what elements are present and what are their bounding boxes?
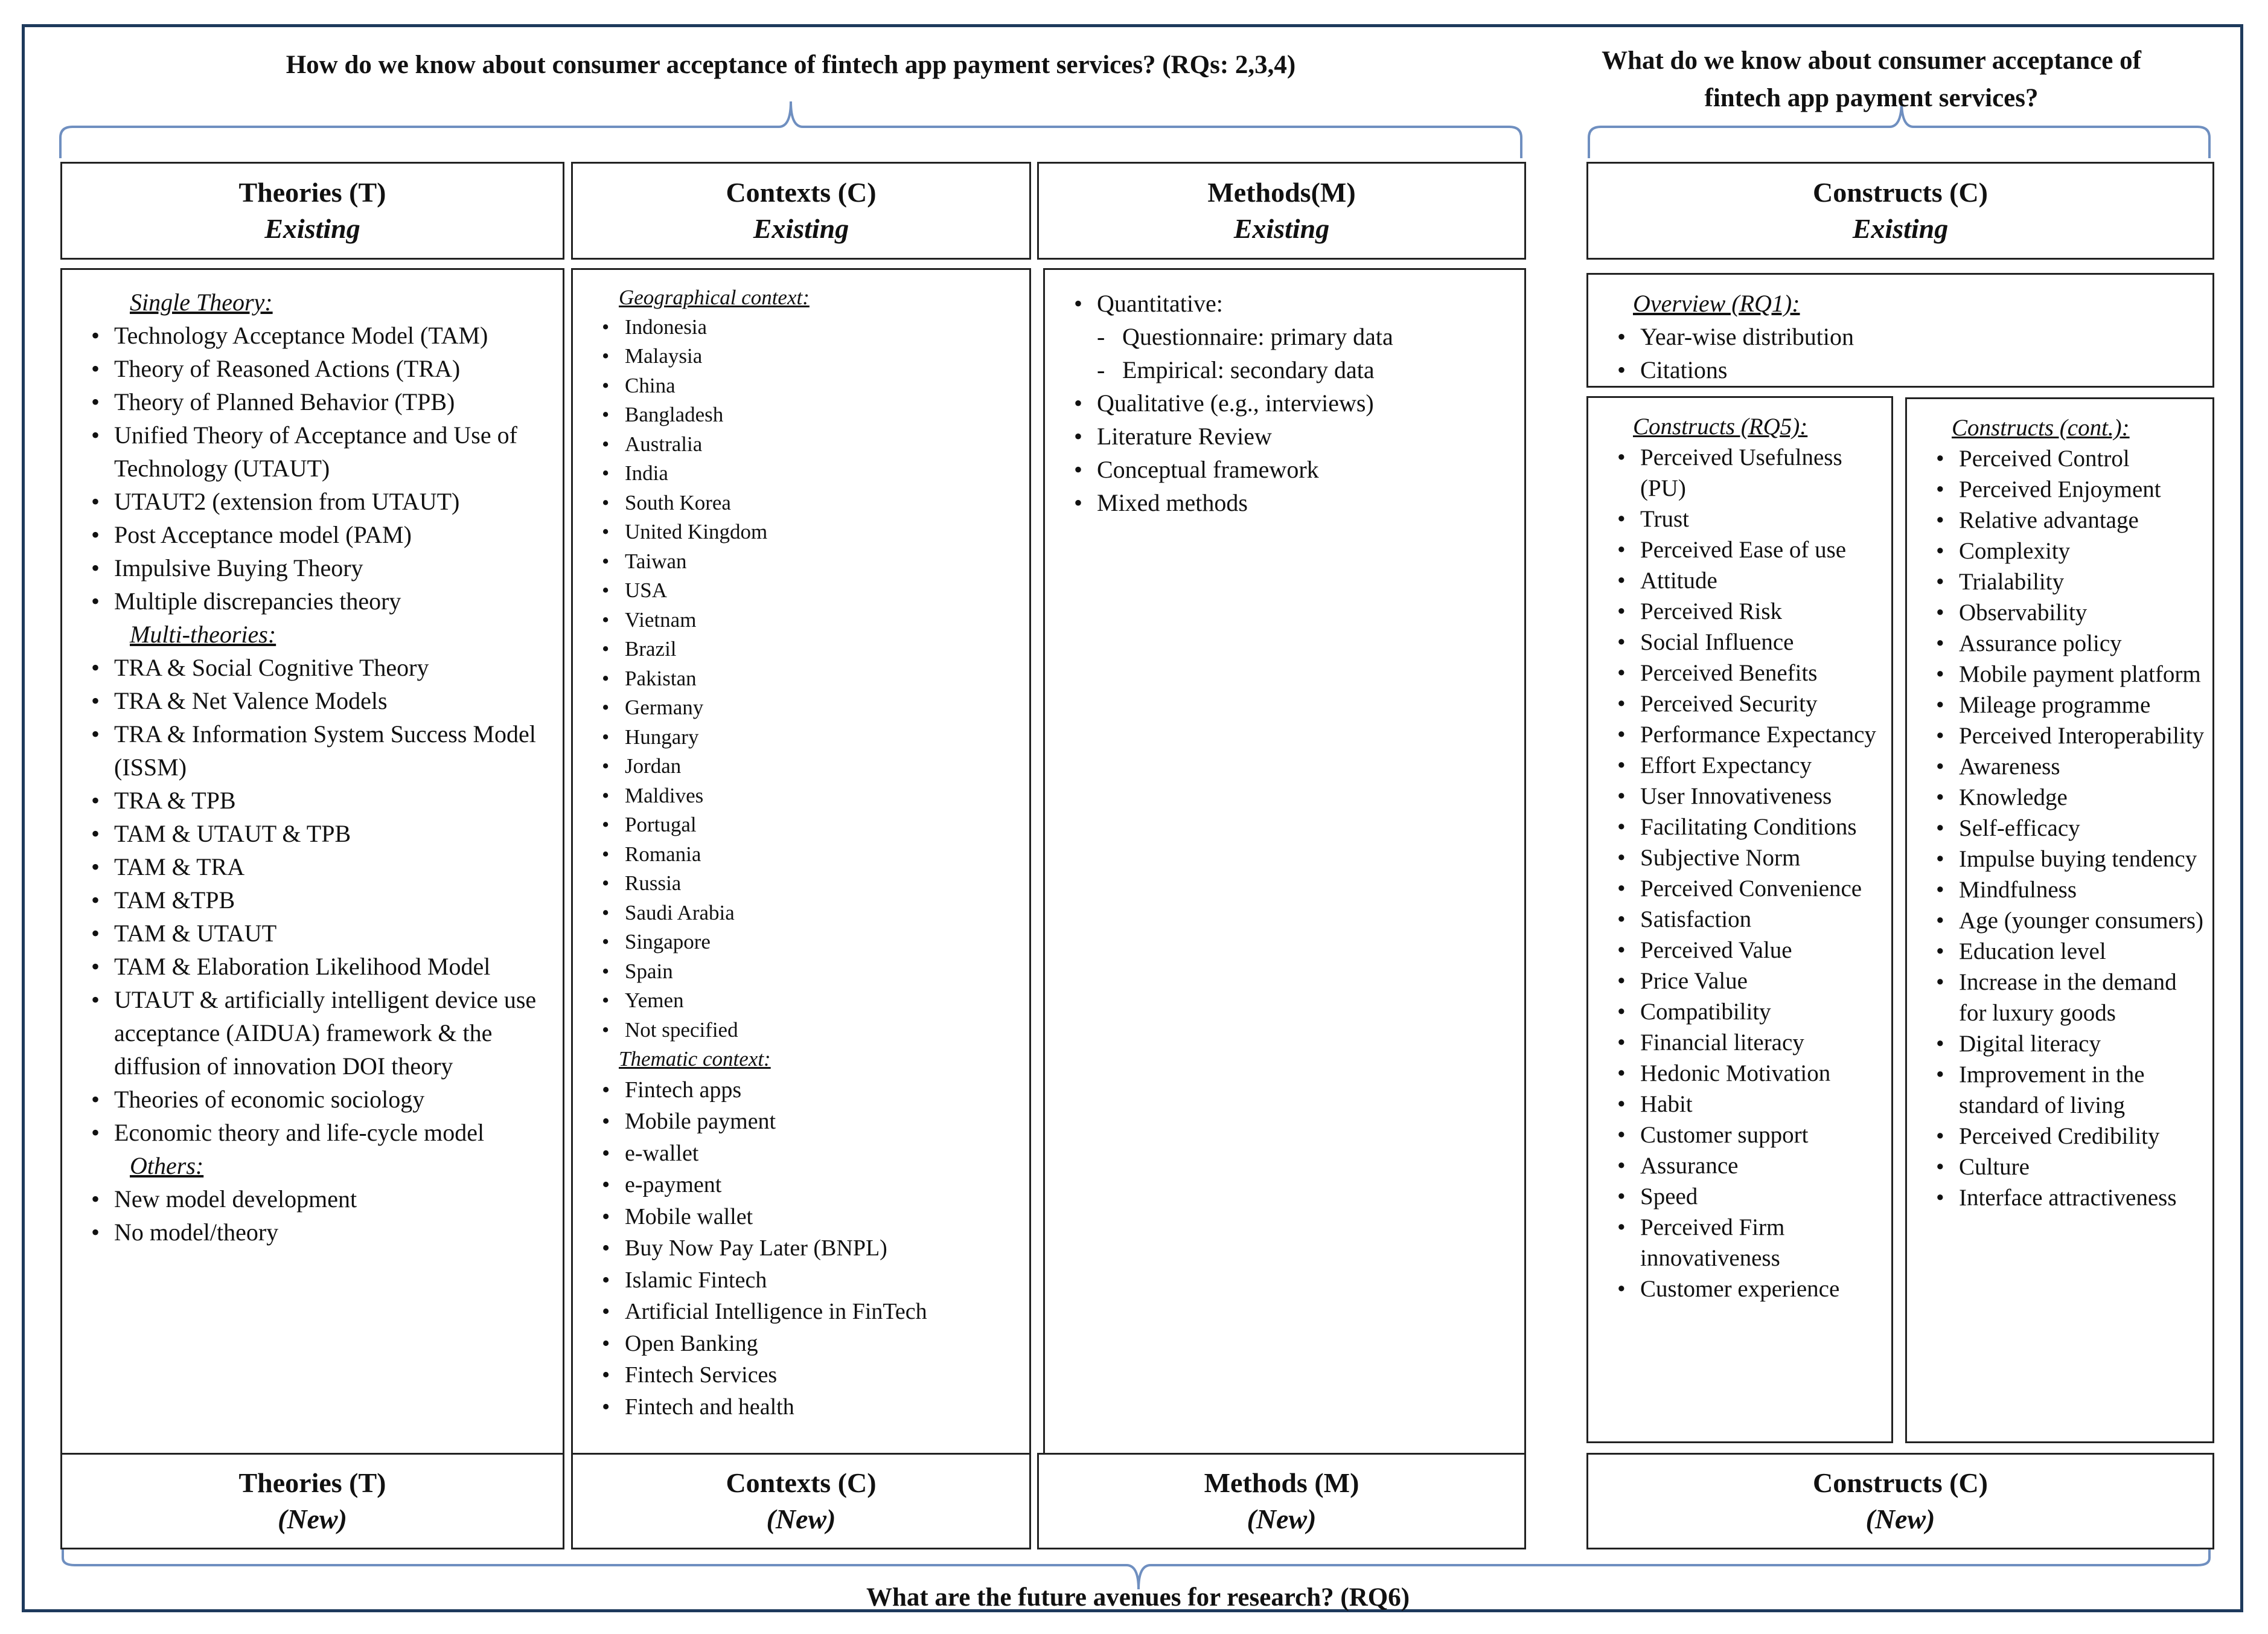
list-item: • Bangladesh xyxy=(591,400,1017,430)
header-title: Theories (T) xyxy=(238,177,386,208)
list-item: • Islamic Fintech xyxy=(591,1264,1017,1296)
header-theories-new xyxy=(60,1453,564,1549)
list-item: • New model development xyxy=(80,1182,551,1216)
list-item: • Assurance xyxy=(1606,1150,1885,1181)
list-item: • TAM & UTAUT & TPB xyxy=(80,817,551,850)
list-item: • No model/theory xyxy=(80,1216,551,1249)
others-label: Others: xyxy=(130,1152,204,1179)
list-item: • Perceived Risk xyxy=(1606,596,1885,627)
list-item: • Perceived Value xyxy=(1606,935,1885,966)
list-item: • Year-wise distribution xyxy=(1606,320,2200,353)
list-item: • Taiwan xyxy=(591,547,1017,577)
list-item: • Observability xyxy=(1925,597,2206,628)
header-subtitle: Existing xyxy=(753,213,849,244)
list-item: • Yemen xyxy=(591,986,1017,1016)
list-item: • Open Banking xyxy=(591,1328,1017,1360)
constructs-cont-label: Constructs (cont.): xyxy=(1952,415,2130,441)
list-item: • Conceptual framework xyxy=(1063,453,1512,486)
header-subtitle: Existing xyxy=(264,213,360,244)
header-methods-existing xyxy=(1037,162,1526,260)
list-item: • Mobile wallet xyxy=(591,1201,1017,1233)
header-theories-existing xyxy=(60,162,564,260)
list-item: • Digital literacy xyxy=(1925,1028,2206,1059)
list-item: • USA xyxy=(591,576,1017,606)
list-item: • Theories of economic sociology xyxy=(80,1083,551,1116)
list-item: • Australia xyxy=(591,430,1017,460)
constructs-box xyxy=(1586,396,1893,1443)
constructs-cont-box xyxy=(1905,397,2214,1443)
thematic-context-list xyxy=(591,1074,1017,1423)
list-item: • Interface attractiveness xyxy=(1925,1182,2206,1213)
header-contexts-existing xyxy=(571,162,1031,260)
list-item: • Quantitative: xyxy=(1063,287,1512,320)
list-item: • Increase in the demand for luxury goods xyxy=(1925,967,2206,1028)
list-item: • Theory of Planned Behavior (TPB) xyxy=(80,385,551,418)
list-item: • Economic theory and life-cycle model xyxy=(80,1116,551,1149)
list-item: • Malaysia xyxy=(591,342,1017,371)
bottom-question: What are the future avenues for research? (RQ6) xyxy=(866,1583,1410,1612)
list-item: • Perceived Credibility xyxy=(1925,1121,2206,1152)
header-constructs-new xyxy=(1586,1453,2214,1549)
methods-list-others xyxy=(1063,386,1512,519)
list-item: • Germany xyxy=(591,693,1017,723)
list-item: • Pakistan xyxy=(591,664,1017,694)
list-item: • e-wallet xyxy=(591,1138,1017,1170)
header-title: Contexts (C) xyxy=(726,177,877,208)
list-item: • Unified Theory of Acceptance and Use of Technology (UTAUT) xyxy=(80,418,551,485)
list-item: • Culture xyxy=(1925,1152,2206,1182)
list-item: • Age (younger consumers) xyxy=(1925,905,2206,936)
list-item: • Perceived Firm innovativeness xyxy=(1606,1212,1885,1274)
header-constructs-existing xyxy=(1586,162,2214,260)
header-subtitle: (New) xyxy=(278,1504,347,1534)
list-item: • Speed xyxy=(1606,1181,1885,1212)
list-item: - Empirical: secondary data xyxy=(1063,353,1512,386)
theories-box xyxy=(60,268,564,1504)
contexts-box xyxy=(571,268,1031,1504)
list-item: • China xyxy=(591,371,1017,401)
methods-box xyxy=(1043,268,1526,1504)
list-item: • Theory of Reasoned Actions (TRA) xyxy=(80,352,551,385)
list-item: • Customer support xyxy=(1606,1120,1885,1150)
list-item: • Perceived Benefits xyxy=(1606,658,1885,688)
list-item: • Spain xyxy=(591,957,1017,987)
list-item: • Satisfaction xyxy=(1606,904,1885,935)
list-item: - Questionnaire: primary data xyxy=(1063,320,1512,353)
list-item: • Mobile payment xyxy=(591,1106,1017,1138)
list-item: • Subjective Norm xyxy=(1606,842,1885,873)
list-item: • Singapore xyxy=(591,928,1017,957)
list-item: • Fintech apps xyxy=(591,1074,1017,1106)
list-item: • UTAUT & artificially intelligent device use acceptance (AIDUA) framework & the diffusion of innovation DOI theory xyxy=(80,983,551,1083)
top-right-question xyxy=(1533,42,2209,117)
list-item: • Vietnam xyxy=(591,606,1017,635)
list-item: • Impulse buying tendency xyxy=(1925,844,2206,874)
list-item: • TAM & UTAUT xyxy=(80,917,551,950)
list-item: • Habit xyxy=(1606,1089,1885,1120)
list-item: • India xyxy=(591,459,1017,489)
constructs-cont-list xyxy=(1925,443,2206,1213)
header-title: Constructs (C) xyxy=(1812,1467,1988,1498)
list-item: • Compatibility xyxy=(1606,996,1885,1027)
list-item: • Mixed methods xyxy=(1063,486,1512,519)
list-item: • TAM & TRA xyxy=(80,850,551,883)
list-item: • Mobile payment platform xyxy=(1925,659,2206,690)
quantitative-sub-list xyxy=(1063,320,1512,386)
overview-label: Overview (RQ1): xyxy=(1633,290,1800,317)
list-item: • Fintech and health xyxy=(591,1391,1017,1423)
list-item: • Post Acceptance model (PAM) xyxy=(80,518,551,551)
header-title: Contexts (C) xyxy=(726,1467,877,1498)
list-item: • Facilitating Conditions xyxy=(1606,812,1885,842)
constructs-list xyxy=(1606,442,1885,1304)
list-item: • Improvement in the standard of living xyxy=(1925,1059,2206,1121)
list-item: • Perceived Interoperability xyxy=(1925,720,2206,751)
list-item: • Knowledge xyxy=(1925,782,2206,813)
list-item: • Not specified xyxy=(591,1016,1017,1045)
list-item: • Perceived Usefulness (PU) xyxy=(1606,442,1885,504)
list-item: • Jordan xyxy=(591,752,1017,781)
multi-theories-list xyxy=(80,651,551,1149)
header-subtitle: (New) xyxy=(1247,1504,1317,1534)
header-subtitle: Existing xyxy=(1852,213,1949,244)
header-subtitle: Existing xyxy=(1233,213,1330,244)
list-item: • Awareness xyxy=(1925,751,2206,782)
list-item: • TRA & Information System Success Model (ISSM) xyxy=(80,717,551,784)
top-right-question-line2: fintech app payment services? xyxy=(1704,84,2039,112)
list-item: • Attitude xyxy=(1606,565,1885,596)
list-item: • Artificial Intelligence in FinTech xyxy=(591,1296,1017,1328)
others-list xyxy=(80,1182,551,1249)
list-item: • TRA & TPB xyxy=(80,784,551,817)
list-item: • Portugal xyxy=(591,810,1017,840)
overview-list xyxy=(1606,320,2200,386)
multi-theories-label: Multi-theories: xyxy=(130,621,276,648)
list-item: • Brazil xyxy=(591,635,1017,664)
list-item: • Perceived Enjoyment xyxy=(1925,474,2206,505)
list-item: • Hungary xyxy=(591,723,1017,752)
header-title: Constructs (C) xyxy=(1812,177,1988,208)
list-item: • Relative advantage xyxy=(1925,505,2206,536)
top-left-question: How do we know about consumer acceptance of fintech app payment services? (RQs: 2,3,4) xyxy=(286,51,1296,79)
header-subtitle: (New) xyxy=(766,1504,836,1534)
single-theory-list xyxy=(80,319,551,618)
list-item: • TRA & Net Valence Models xyxy=(80,684,551,717)
list-item: • Multiple discrepancies theory xyxy=(80,585,551,618)
geographical-context-label: Geographical context: xyxy=(619,286,810,309)
list-item: • Russia xyxy=(591,869,1017,899)
list-item: • Literature Review xyxy=(1063,420,1512,453)
list-item: • Saudi Arabia xyxy=(591,899,1017,928)
list-item: • Assurance policy xyxy=(1925,628,2206,659)
list-item: • Mileage programme xyxy=(1925,690,2206,720)
header-title: Theories (T) xyxy=(238,1467,386,1498)
list-item: • Maldives xyxy=(591,781,1017,811)
list-item: • Citations xyxy=(1606,353,2200,386)
list-item: • e-payment xyxy=(591,1169,1017,1201)
list-item: • Effort Expectancy xyxy=(1606,750,1885,781)
list-item: • South Korea xyxy=(591,489,1017,518)
list-item: • Fintech Services xyxy=(591,1359,1017,1391)
list-item: • TAM & Elaboration Likelihood Model xyxy=(80,950,551,983)
list-item: • Self-efficacy xyxy=(1925,813,2206,844)
list-item: • Perceived Ease of use xyxy=(1606,534,1885,565)
header-contexts-new xyxy=(571,1453,1031,1549)
list-item: • Mindfulness xyxy=(1925,874,2206,905)
list-item: • Customer experience xyxy=(1606,1274,1885,1304)
list-item: • TAM &TPB xyxy=(80,883,551,917)
list-item: • United Kingdom xyxy=(591,517,1017,547)
single-theory-label: Single Theory: xyxy=(130,289,273,316)
list-item: • Qualitative (e.g., interviews) xyxy=(1063,386,1512,420)
constructs-label: Constructs (RQ5): xyxy=(1633,414,1808,440)
list-item: • Buy Now Pay Later (BNPL) xyxy=(591,1232,1017,1264)
list-item: • Impulsive Buying Theory xyxy=(80,551,551,585)
thematic-context-label: Thematic context: xyxy=(619,1047,771,1071)
geographical-context-list xyxy=(591,313,1017,1045)
list-item: • Indonesia xyxy=(591,313,1017,342)
list-item: • UTAUT2 (extension from UTAUT) xyxy=(80,485,551,518)
list-item: • Education level xyxy=(1925,936,2206,967)
methods-list xyxy=(1063,287,1512,320)
list-item: • Perceived Security xyxy=(1606,688,1885,719)
list-item: • Romania xyxy=(591,840,1017,870)
top-left-bracket xyxy=(60,101,1521,158)
header-title: Methods (M) xyxy=(1204,1467,1359,1498)
list-item: • TRA & Social Cognitive Theory xyxy=(80,651,551,684)
list-item: • Hedonic Motivation xyxy=(1606,1058,1885,1089)
list-item: • Financial literacy xyxy=(1606,1027,1885,1058)
top-right-question-line1: What do we know about consumer acceptance of xyxy=(1602,46,2141,75)
list-item: • Trialability xyxy=(1925,566,2206,597)
list-item: • Trust xyxy=(1606,504,1885,534)
list-item: • Perceived Convenience xyxy=(1606,873,1885,904)
header-subtitle: (New) xyxy=(1865,1504,1935,1534)
list-item: • Performance Expectancy xyxy=(1606,719,1885,750)
header-title: Methods(M) xyxy=(1207,177,1356,208)
list-item: • Technology Acceptance Model (TAM) xyxy=(80,319,551,352)
overview-box xyxy=(1586,273,2214,388)
header-methods-new xyxy=(1037,1453,1526,1549)
list-item: • Price Value xyxy=(1606,966,1885,996)
list-item: • Social Influence xyxy=(1606,627,1885,658)
list-item: • Perceived Control xyxy=(1925,443,2206,474)
list-item: • Complexity xyxy=(1925,536,2206,566)
list-item: • User Innovativeness xyxy=(1606,781,1885,812)
